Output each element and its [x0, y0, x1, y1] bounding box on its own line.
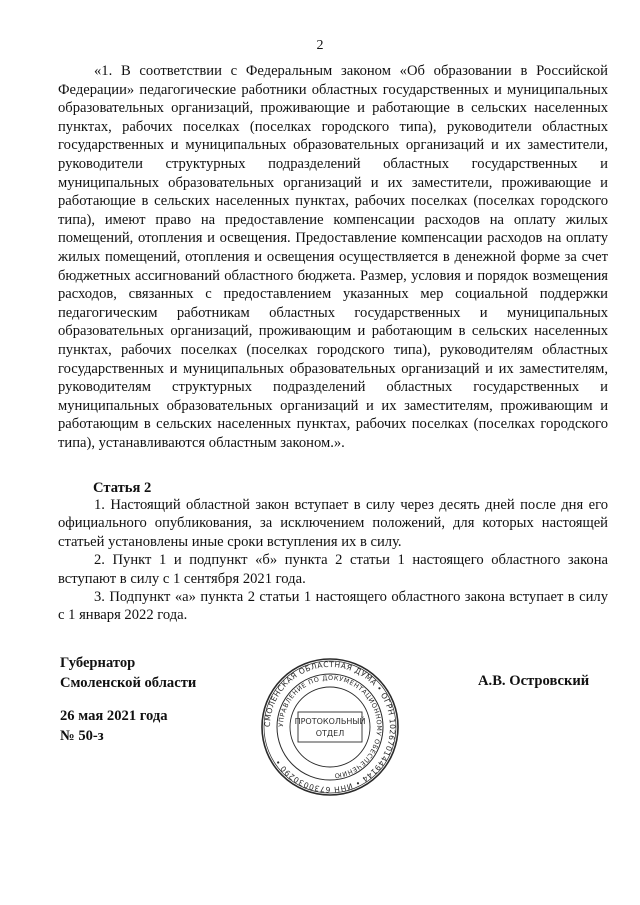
stamp-inner-ring [290, 687, 370, 767]
page-number: 2 [316, 38, 324, 53]
position-line-2: Смоленской области [60, 675, 197, 691]
article-2-item-1: 1. Настоящий областной закон вступает в силу через десять дней после дня его официального опубликования, за исключением положений, для которых настоящей статьей установлены иные сроки вступления их в силу. [58, 497, 608, 550]
amendment-paragraph: «1. В соответствии с Федеральным законом «Об образовании в Российской Федерации» педагогические работники областных государственных и муниципальных образовательных организаций, проживающие и работающие в сельских населенных пунктах, рабочих поселках (поселках городского типа), руководители областных государственных и муниципальных образовательных организаций и их заместители, руководители структурных подразделений областных государственных и муниципальных образовательных организаций и их заместители, проживающие и работающие в сельских населенных пунктах, рабочих поселках (поселках городского типа), имеют право на предоставление компенсации расходов на оплату жилых помещений, отопления и освещения. Предоставление компенсации расходов на оплату жилых помещений, отопления и освещения осуществляется в денежной форме за счет бюджетных ассигнований областного бюджета. Размер, условия и порядок возмещения расходов, связанных с предоставлением указанных мер социальной поддержки педагогическим работникам областных государственных и муниципальных образовательных организаций, проживающим и работающим в сельских населенных пунктах, рабочих поселках (поселках городского типа), руководителям областных государственных и муниципальных образовательных организаций и их заместителям, руководителям структурных подразделений областных государственных и муниципальных образовательных организаций и их заместителям, проживающим и работающим в сельских населенных пунктах, рабочих поселках (поселках городского типа), устанавливаются областным законом.». [58, 63, 608, 451]
law-number: № 50-з [60, 728, 104, 744]
article-2-item-3: 3. Подпункт «а» пункта 2 статьи 1 настоящего областного закона вступает в силу с 1 января 2022 года. [58, 589, 608, 624]
position-line-1: Губернатор [60, 655, 136, 671]
signatory-name: А.В. Островский [478, 673, 590, 689]
law-date-number [60, 706, 168, 746]
signatory-position [60, 653, 196, 693]
law-date: 26 мая 2021 года [60, 708, 168, 724]
article-2-body [58, 496, 608, 625]
amendment-text [58, 62, 608, 452]
stamp-outer-text: СМОЛЕНСКАЯ ОБЛАСТНАЯ ДУМА • ОГРН 1026701449144 • ИНН 6730030290 • [262, 659, 398, 795]
stamp-center-line-1: ПРОТОКОЛЬНЫЙ [294, 717, 366, 726]
official-stamp [260, 657, 400, 797]
stamp-center-line-2: ОТДЕЛ [315, 729, 345, 738]
article-2-item-2: 2. Пункт 1 и подпункт «б» пункта 2 статьи 1 настоящего областного закона вступают в силу с 1 сентября 2021 года. [58, 552, 608, 587]
article-2-title: Статья 2 [93, 480, 152, 496]
stamp-inner-text: УПРАВЛЕНИЕ ПО ДОКУМЕНТАЦИОННОМУ ОБЕСПЕЧЕНИЮ [276, 673, 384, 780]
